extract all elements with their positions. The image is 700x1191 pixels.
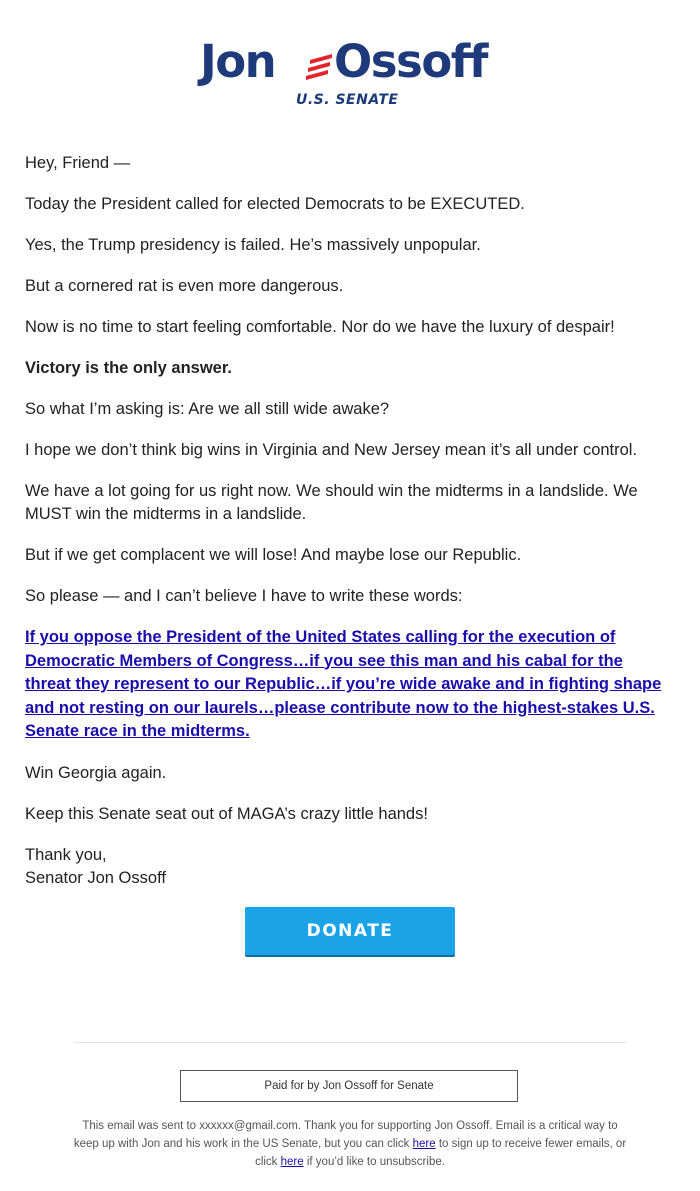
email-body — [25, 152, 665, 908]
body-paragraph: So please — and I can’t believe I have to write these words: — [25, 587, 463, 605]
signoff-thanks: Thank you, — [25, 845, 107, 864]
body-paragraph-bold: Victory is the only answer. — [25, 359, 232, 377]
body-paragraph: We have a lot going for us right now. We should win the midterms in a landslide. We MUST win the midterms in a landslide. — [25, 482, 638, 523]
logo-wordmark — [200, 36, 500, 88]
body-paragraph: Keep this Senate seat out of MAGA’s crazy little hands! — [25, 804, 428, 823]
logo-first-name: Jon — [200, 35, 276, 88]
donate-button[interactable]: DONATE — [245, 907, 455, 957]
body-paragraph: But if we get complacent we will lose! And maybe lose our Republic. — [25, 546, 522, 564]
body-paragraph: Win Georgia again. — [25, 763, 167, 782]
footer-text — [70, 1117, 630, 1171]
contribute-link[interactable]: If you oppose the President of the United States calling for the execution of Democratic Members of Congress…if you see this man and his cabal for the threat they represent to our Republic…if you’re wide awake and in fighting shape and not resting on our laurels…please contribute now to the highest-stakes U.S. Senate race in the midterms. — [25, 628, 662, 740]
signoff-name: Senator Jon Ossoff — [25, 868, 166, 887]
paid-for-disclaimer: Paid for by Jon Ossoff for Senate — [180, 1070, 518, 1102]
footer-text-part: . Thank you for supporting Jon Ossoff. Email is a critical way to keep up with Jon and his work in the US Senate, but you can click — [73, 1120, 618, 1150]
unsubscribe-link[interactable]: here — [280, 1156, 304, 1168]
recipient-email: xxxxxx@gmail.com — [199, 1120, 298, 1132]
body-paragraph: Today the President called for elected Democrats to be EXECUTED. — [25, 195, 525, 213]
body-paragraph: So what I’m asking is: Are we all still wide awake? — [25, 400, 390, 418]
footer-divider — [74, 1042, 626, 1043]
body-paragraph: But a cornered rat is even more dangerous. — [25, 277, 344, 295]
footer-text-part: This email was sent to — [82, 1120, 200, 1132]
body-paragraph: I hope we don’t think big wins in Virginia and New Jersey mean it’s all under control. — [25, 441, 638, 459]
donate-container — [245, 907, 455, 959]
body-paragraph: Now is no time to start feeling comfortable. Nor do we have the luxury of despair! — [25, 318, 615, 336]
email-header — [0, 36, 700, 116]
signoff — [25, 844, 665, 890]
greeting: Hey, Friend — — [25, 154, 131, 172]
logo-subtitle: U.S. SENATE — [296, 92, 399, 108]
jon-ossoff-logo — [200, 36, 500, 112]
logo-stripes-icon — [306, 54, 336, 80]
body-paragraph: Yes, the Trump presidency is failed. He’s massively unpopular. — [25, 236, 481, 254]
logo-last-name: Ossoff — [334, 35, 487, 88]
footer-text-part: if you’d like to unsubscribe. — [303, 1156, 445, 1168]
footer-text-part: to sign up to receive fewer emails, or click — [255, 1138, 627, 1168]
fewer-emails-link[interactable]: here — [412, 1138, 436, 1150]
